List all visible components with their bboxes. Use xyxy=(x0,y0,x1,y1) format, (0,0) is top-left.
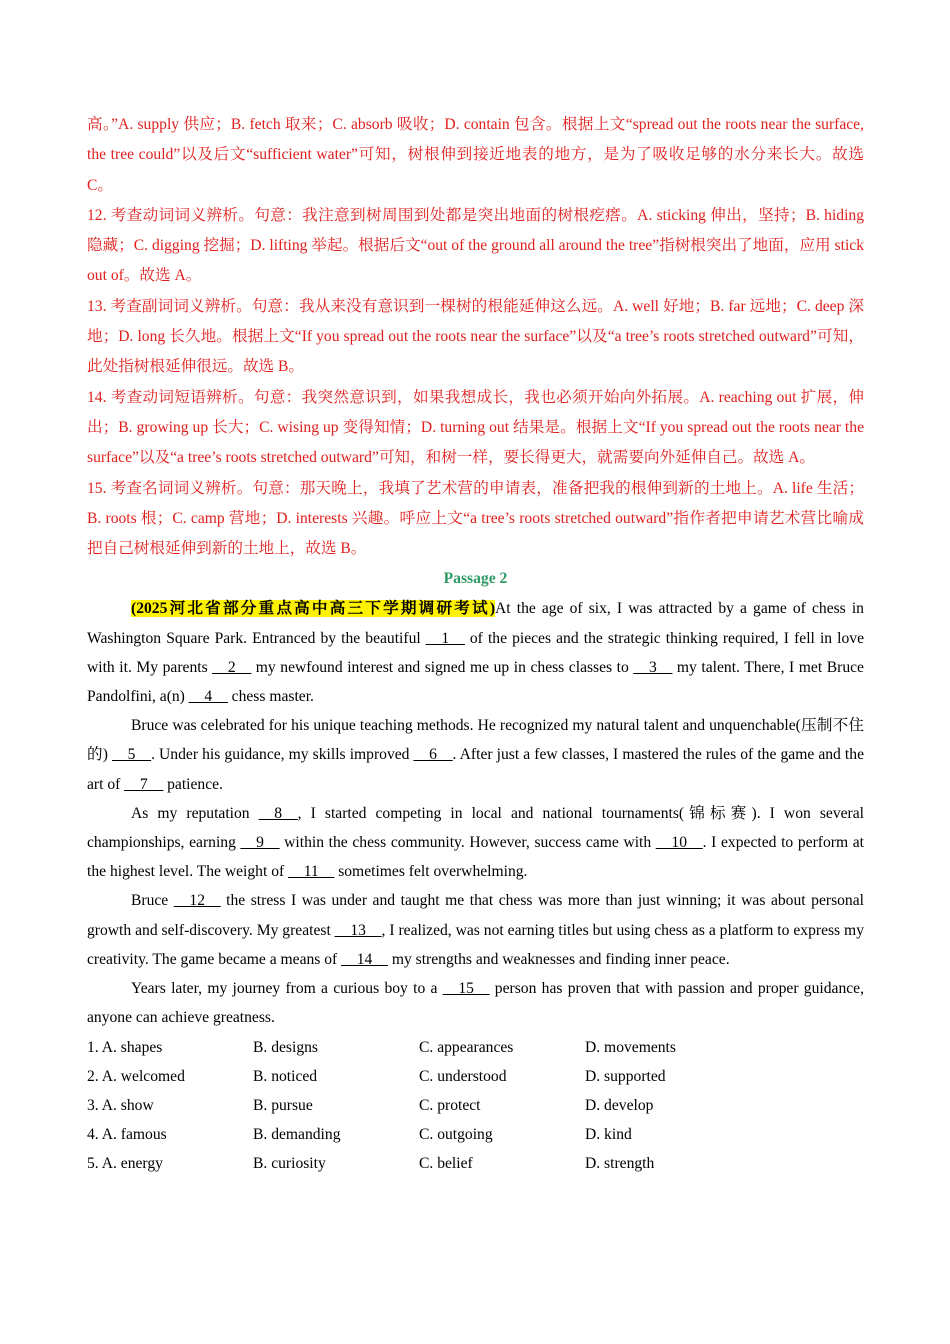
explanation-15: 15. 考查名词词义辨析。句意：那天晚上，我填了艺术营的申请表，准备把我的根伸到新的土地上。A. life 生活；B. roots 根；C. camp 营地；D. interests 兴趣。呼应上文“a tree’s roots stretched outward”指作者把申请艺术营比喻成把自己树根延伸到新的土地上，故选 B。 xyxy=(87,479,864,558)
blank-4: __4__ xyxy=(188,688,228,706)
text: the stress I was under and taught me that chess was more than just winning; it was about personal growth and self-discovery. My greatest xyxy=(87,892,864,939)
text: chess master. xyxy=(227,688,314,706)
blank-2: __2__ xyxy=(212,658,252,676)
option-row-5 xyxy=(87,1149,864,1178)
paragraph-4 xyxy=(87,886,864,974)
explanation-13: 13. 考查副词词义辨析。句意：我从来没有意识到一棵树的根能延伸这么远。A. well 好地；B. far 远地；C. deep 深地；D. long 长久地。根据上文“If you spread out the roots near the surface”以及“a tree’s roots stretched outward”可知，此处指树根延伸很远。故选 B。 xyxy=(87,297,864,376)
paragraph-1 xyxy=(87,594,864,711)
blank-8: __8__ xyxy=(258,804,298,822)
blank-6: __6__ xyxy=(413,746,453,764)
text: , I realized, was not earning titles but using chess as a platform to express my creativity. The game became a means of xyxy=(87,921,864,968)
explanation-11-continued: 高。”A. supply 供应；B. fetch 取来；C. absorb 吸收；D. contain 包含。根据上文“spread out the roots near the surface, the tree could”以及后文“sufficient water”可知，树根伸到接近地表的地方，是为了吸收足够的水分来长大。故选 C。 xyxy=(87,116,864,194)
blank-15: __15__ xyxy=(442,980,490,998)
blank-13: __13__ xyxy=(334,921,382,939)
text: my newfound interest and signed me up in chess classes to xyxy=(251,658,634,676)
option-d: D. kind xyxy=(585,1125,632,1143)
option-b: B. demanding xyxy=(253,1125,341,1143)
option-c: C. understood xyxy=(419,1067,507,1085)
page xyxy=(87,110,864,1178)
text: my strengths and weaknesses and finding inner peace. xyxy=(387,950,730,968)
text: within the chess community. However, success came with xyxy=(279,834,656,852)
option-a: 5. A. energy xyxy=(87,1154,163,1172)
text: At the age of six, I was attracted by a game of chess in Washington Square Park. Entranced by the beautiful xyxy=(87,600,864,647)
blank-12: __12__ xyxy=(173,892,221,910)
option-a: 2. A. welcomed xyxy=(87,1067,185,1085)
option-b: B. curiosity xyxy=(253,1154,326,1172)
option-a: 1. A. shapes xyxy=(87,1038,163,1056)
text: person has proven that with passion and proper guidance, anyone can achieve greatness. xyxy=(87,980,864,1027)
text: my talent. There, I met Bruce Pandolfini, a(n) xyxy=(87,658,864,706)
option-c: C. protect xyxy=(419,1096,481,1114)
text: Bruce was celebrated for his unique teaching methods. He recognized my natural talent and unquenchable(压制不住的) xyxy=(87,717,864,764)
text: . I expected to perform at the highest level. The weight of xyxy=(87,834,864,881)
option-c: C. outgoing xyxy=(419,1125,493,1143)
option-b: B. designs xyxy=(253,1038,318,1056)
option-row-1 xyxy=(87,1033,864,1062)
text: . Under his guidance, my skills improved xyxy=(151,746,414,764)
passage-body xyxy=(87,594,864,1032)
paragraph-2 xyxy=(87,711,864,799)
option-a: 3. A. show xyxy=(87,1096,154,1114)
option-d: D. movements xyxy=(585,1038,676,1056)
text: Bruce xyxy=(131,892,174,910)
option-d: D. supported xyxy=(585,1067,666,1085)
option-d: D. develop xyxy=(585,1096,654,1114)
blank-1: __1__ xyxy=(425,629,465,647)
explanation-12: 12. 考查动词词义辨析。句意：我注意到树周围到处都是突出地面的树根疙瘩。A. sticking 伸出，坚持；B. hiding 隐藏；C. digging 挖掘；D. lifting 举起。根据后文“out of the ground all around the tree”指树根突出了地面，应用 stick out of。故选 A。 xyxy=(87,206,865,285)
text: . After just a few classes, I mastered the rules of the game and the art of xyxy=(87,746,864,793)
option-b: B. pursue xyxy=(253,1096,313,1114)
blank-9: __9__ xyxy=(240,834,280,852)
source-label: (2025河北省部分重点高中高三下学期调研考试) xyxy=(131,600,496,618)
text: sometimes felt overwhelming. xyxy=(334,863,528,881)
explanation-14: 14. 考查动词短语辨析。句意：我突然意识到，如果我想成长，我也必须开始向外拓展。A. reaching out 扩展，伸出；B. growing up 长大；C. wising up 变得知情；D. turning out 结果是。根据上文“If you spread out the roots near the surface”以及“a tree’s roots stretched outward”可知，和树一样，要长得更大，就需要向外延伸自己。故选 A。 xyxy=(87,388,864,467)
text: of the pieces and the strategic thinking required, I fell in love with it. My parents xyxy=(87,629,865,676)
passage-title: Passage 2 xyxy=(443,570,508,588)
option-row-4 xyxy=(87,1120,864,1149)
blank-3: __3__ xyxy=(633,658,673,676)
paragraph-3 xyxy=(87,799,864,887)
blank-10: __10__ xyxy=(655,834,703,852)
option-d: D. strength xyxy=(585,1154,655,1172)
option-c: C. belief xyxy=(419,1154,473,1172)
paragraph-5 xyxy=(87,974,864,1032)
option-c: C. appearances xyxy=(419,1038,514,1056)
option-row-3 xyxy=(87,1091,864,1120)
text: patience. xyxy=(163,775,223,793)
text: As my reputation xyxy=(131,804,259,822)
blank-7: __7__ xyxy=(124,775,164,793)
answer-explanations xyxy=(87,110,864,564)
blank-5: __5__ xyxy=(112,746,152,764)
blank-14: __14__ xyxy=(341,950,388,968)
text: , I started competing in local and national tournaments(锦标赛). I won several championships, earning xyxy=(87,804,865,852)
blank-11: __11__ xyxy=(288,863,335,881)
option-row-2 xyxy=(87,1062,864,1091)
text: Years later, my journey from a curious boy to a xyxy=(131,980,443,998)
option-b: B. noticed xyxy=(253,1067,318,1085)
options-list xyxy=(87,1033,864,1178)
option-a: 4. A. famous xyxy=(87,1125,167,1143)
